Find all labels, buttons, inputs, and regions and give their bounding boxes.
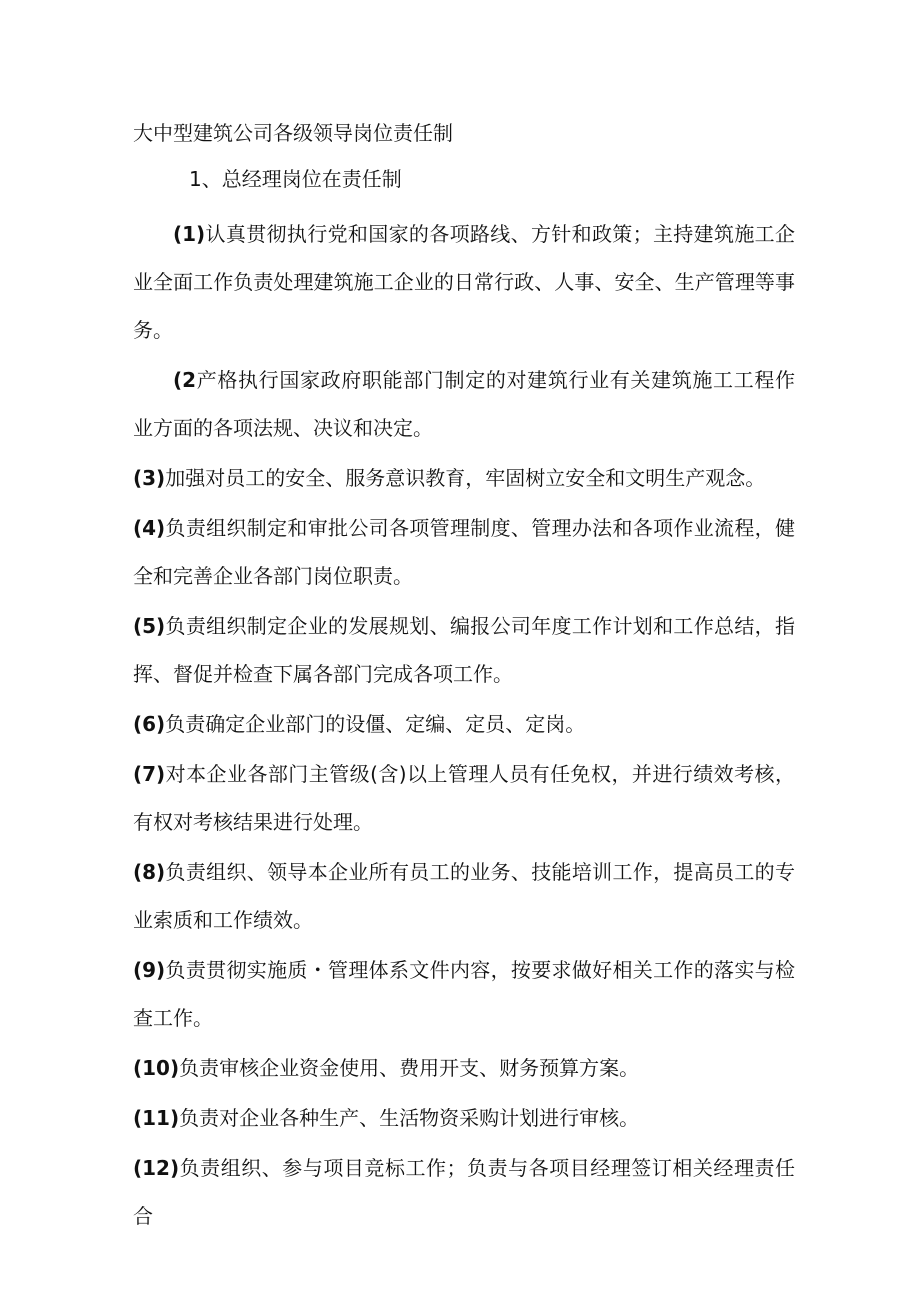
item-number: (6) — [133, 712, 166, 736]
item-number: (9) — [133, 958, 166, 982]
list-item — [133, 750, 795, 846]
item-text: 产格执行国家政府职能部门制定的对建筑行业有关建筑施工工程作业方面的各项法规、决议和决定。 — [133, 368, 795, 440]
item-text: 负责贯彻实施质・管理体系文件内容，按要求做好相关工作的落实与检查工作。 — [133, 958, 795, 1030]
list-item — [133, 700, 795, 748]
list-item — [133, 602, 795, 698]
item-text: 加强对员工的安全、服务意识教育，牢固树立安全和文明生产观念。 — [165, 466, 766, 490]
item-number: (7) — [133, 762, 166, 786]
list-item — [133, 946, 795, 1042]
section-title: 1、总经理岗位在责任制 — [189, 167, 402, 191]
list-item — [133, 1044, 795, 1092]
list-item — [133, 1144, 795, 1240]
item-number: (12) — [133, 1156, 180, 1180]
document-body — [133, 118, 795, 1242]
item-text: 负责组织制定和审批公司各项管理制度、管理办法和各项作业流程，健全和完善企业各部门岗位职责。 — [133, 516, 795, 588]
list-item — [133, 210, 795, 354]
item-number: (11) — [133, 1106, 180, 1130]
item-number: (10) — [133, 1056, 180, 1080]
item-number: (2 — [173, 368, 197, 392]
document-title: 大中型建筑公司各级领导岗位责任制 — [133, 121, 453, 145]
list-item — [133, 1094, 795, 1142]
item-text: 负责审核企业资金使用、费用开支、财务预算方案。 — [179, 1056, 640, 1080]
item-text: 认真贯彻执行党和国家的各项路线、方针和政策；主持建筑施工企业全面工作负责处理建筑施工企业的日常行政、人事、安全、生产管理等事务。 — [133, 222, 795, 342]
item-text: 负责对企业各种生产、生活物资采购计划进行审核。 — [179, 1106, 640, 1130]
item-number: (8) — [133, 860, 166, 884]
item-text: 负责组织制定企业的发展规划、编报公司年度工作计划和工作总结，指挥、督促并检查下属各部门完成各项工作。 — [133, 614, 795, 686]
list-item — [133, 356, 795, 452]
item-text: 负责组织、参与项目竞标工作；负责与各项目经理签订相关经理责任合 — [133, 1156, 795, 1228]
item-text: 负责组织、领导本企业所有员工的业务、技能培训工作，提高员工的专业索质和工作绩效。 — [133, 860, 795, 932]
item-text: 对本企业各部门主管级(含)以上管理人员有任免权，并进行绩效考核，有权对考核结果进行处理。 — [133, 762, 795, 834]
item-number: (1) — [173, 222, 206, 246]
item-number: (5) — [133, 614, 166, 638]
item-number: (4) — [133, 516, 166, 540]
list-item — [133, 504, 795, 600]
list-item — [133, 454, 795, 502]
item-number: (3) — [133, 466, 166, 490]
item-text: 负责确定企业部门的设僵、定编、定员、定岗。 — [165, 712, 586, 736]
list-item — [133, 848, 795, 944]
